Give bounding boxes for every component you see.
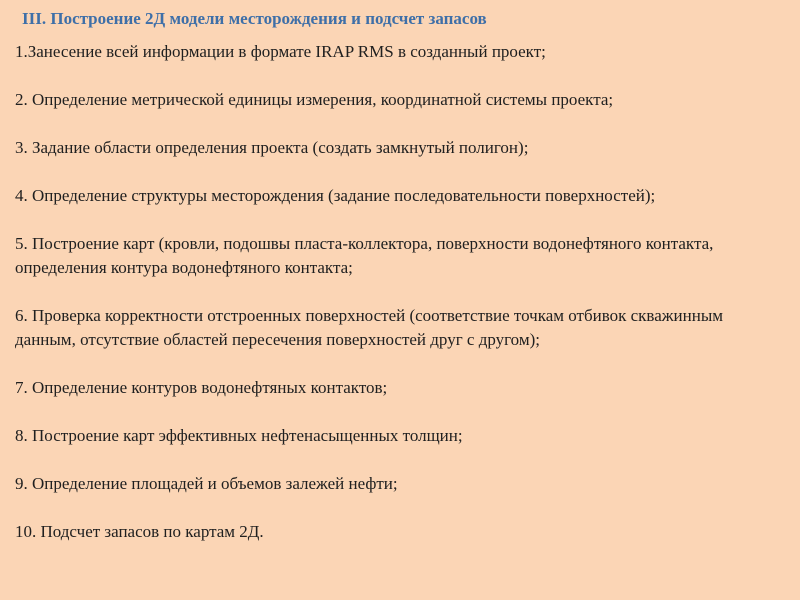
list-item: 3. Задание области определения проекта (создать замкнутый полигон); (15, 138, 529, 157)
list-item: 8. Построение карт эффективных нефтенасыщенных толщин; (15, 426, 463, 445)
list-item: 6. Проверка корректности отстроенных поверхностей (соответствие точкам отбивок скважинным данным, отсутствие областей пересечения поверхностей друг с другом); (15, 306, 723, 349)
list-item: 1.Занесение всей информации в формате IRAP RMS в созданный проект; (15, 42, 546, 61)
list-item: 10. Подсчет запасов по картам 2Д. (15, 522, 264, 541)
list-item: 2. Определение метрической единицы измерения, координатной системы проекта; (15, 90, 614, 109)
slide-title: III. Построение 2Д модели месторождения и подсчет запасов (22, 9, 487, 28)
list-item: 9. Определение площадей и объемов залежей нефти; (15, 474, 398, 493)
list-item: 4. Определение структуры месторождения (задание последовательности поверхностей); (15, 186, 656, 205)
list-item: 7. Определение контуров водонефтяных контактов; (15, 378, 388, 397)
list-item: 5. Построение карт (кровли, подошвы пласта-коллектора, поверхности водонефтяного контакта, определения контура водонефтяного контакта; (15, 234, 714, 277)
steps-list (15, 40, 745, 544)
